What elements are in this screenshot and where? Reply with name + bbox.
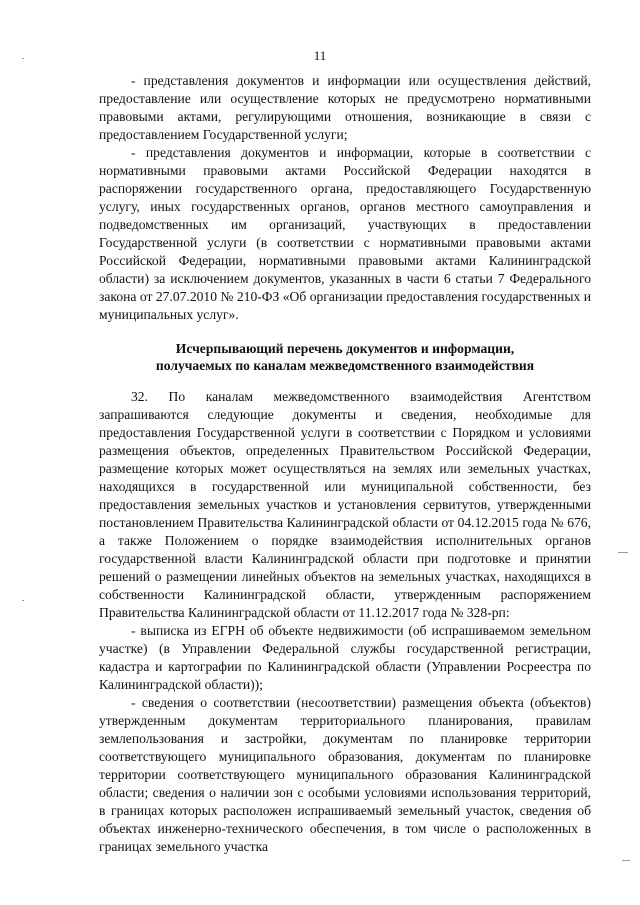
scan-mark xyxy=(618,552,628,553)
scan-mark xyxy=(622,860,630,861)
paragraph: - представления документов и информации, которые в соответствии с нормативными правовыми актами Российской Федерации находятся в распоряжении государственного органа, предоставляющего Государственную услугу, иных государственных органов, органов местного самоуправления и подведомственных им организаций, участвующих в предоставлении Государственной услуги (в соответствии с нормативными правовыми актами Российской Федерации, нормативными правовыми актами Калининградской области) за исключением документов, указанных в части 6 статьи 7 Федерального закона от 27.07.2010 № 210-ФЗ «Об организации предоставления государственных и муниципальных услуг». xyxy=(99,145,591,322)
document-body xyxy=(99,72,591,856)
section-heading-line: Исчерпывающий перечень документов и информации, xyxy=(175,341,515,356)
scan-mark xyxy=(22,58,24,59)
section-heading xyxy=(99,340,591,374)
section-heading-line: получаемых по каналам межведомственного взаимодействия xyxy=(155,358,535,373)
page-number: 11 xyxy=(313,48,327,63)
paragraph: - сведения о соответствии (несоответствии) размещения объекта (объектов) утвержденным документам территориального планирования, правилам землепользования и застройки, документам по планировке территории соответствующего муниципального образования, документам по планировке территории соответствующего муниципального образования Калининградской области; сведения о наличии зон с особыми условиями использования территорий, в границах которых расположен испрашиваемый земельный участок, сведения об объектах инженерно-технического обеспечения, в том числе о расположенных в границах земельного участка xyxy=(99,695,591,854)
paragraph: 32. По каналам межведомственного взаимодействия Агентством запрашиваются следующие документы и сведения, необходимые для предоставления Государственной услуги в соответствии с Порядком и условиями размещения объектов, определенных Правительством Российской Федерации, размещение которых может осуществляться на землях или земельных участках, находящихся в государственной или муниципальной собственности, без предоставления земельных участков и установления сервитутов, утвержденными постановлением Правительства Калининградской области от 04.12.2015 года № 676, а также Положением о порядке взаимодействия исполнительных органов государственной власти Калининградской области при подготовке и принятии решений о размещении линейных объектов на земельных участках, находящихся в собственности Калининградской области, утвержденным распоряжением Правительства Калининградской области от 11.12.2017 года № 328-рп: xyxy=(99,389,591,620)
paragraph: - представления документов и информации или осуществления действий, предоставление или осуществление которых не предусмотрено нормативными правовыми актами, регулирующими отношения, возникающие в связи с предоставлением Государственной услуги; xyxy=(99,73,591,142)
paragraph: - выписка из ЕГРН об объекте недвижимости (об испрашиваемом земельном участке) (в Управлении Федеральной службы государственной регистрации, кадастра и картографии по Калининградской области (Управлении Росреестра по Калининградской области)); xyxy=(99,623,591,692)
scan-mark xyxy=(22,600,24,601)
